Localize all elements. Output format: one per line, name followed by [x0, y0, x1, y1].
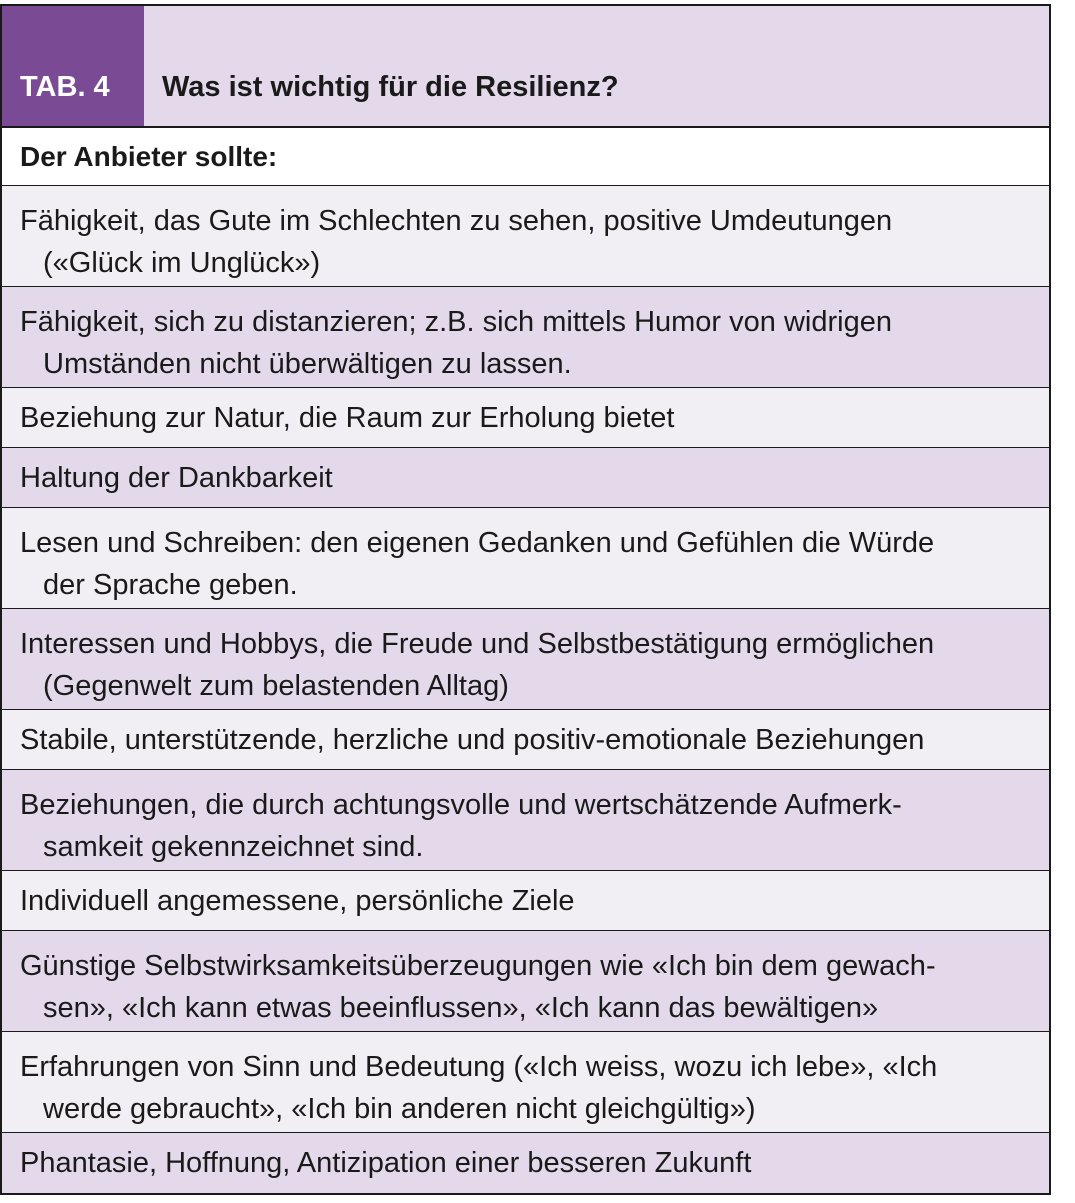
row-text: Günstige Selbstwirksamkeitsüberzeugungen wie «Ich bin dem gewach-	[20, 950, 936, 982]
table-row	[2, 710, 1049, 770]
table-row	[2, 770, 1049, 871]
row-text: Umständen nicht überwältigen zu lassen.	[43, 348, 572, 380]
table-body	[2, 186, 1049, 1193]
table-row	[2, 388, 1049, 448]
row-text: Interessen und Hobbys, die Freude und Selbstbestätigung ermöglichen	[20, 628, 935, 660]
row-text: sen», «Ich kann etwas beeinflussen», «Ich kann das bewältigen»	[43, 992, 879, 1024]
row-text: Lesen und Schreiben: den eigenen Gedanken und Gefühlen die Würde	[20, 527, 935, 559]
row-text: der Sprache geben.	[43, 569, 298, 601]
row-text: Fähigkeit, sich zu distanzieren; z.B. sich mittels Humor von widrigen	[20, 306, 892, 338]
table-row	[2, 1032, 1049, 1133]
row-text: samkeit gekennzeichnet sind.	[43, 831, 424, 863]
row-text: Phantasie, Hoffnung, Antizipation einer besseren Zukunft	[20, 1147, 752, 1179]
table-number-label: TAB. 4	[2, 6, 144, 126]
row-text: Beziehungen, die durch achtungsvolle und wertschätzende Aufmerk-	[20, 789, 902, 821]
row-text: Beziehung zur Natur, die Raum zur Erholung bietet	[20, 402, 675, 434]
row-text: Erfahrungen von Sinn und Bedeutung («Ich weiss, wozu ich lebe», «Ich	[20, 1051, 938, 1083]
row-text: Fähigkeit, das Gute im Schlechten zu sehen, positive Umdeutungen	[20, 205, 893, 237]
table-row	[2, 508, 1049, 609]
table-row	[2, 287, 1049, 388]
table-row	[2, 448, 1049, 508]
row-text: werde gebraucht», «Ich bin anderen nicht gleichgültig»)	[43, 1093, 756, 1125]
row-text: (Gegenwelt zum belastenden Alltag)	[43, 670, 509, 702]
row-text: Stabile, unterstützende, herzliche und positiv-emotionale Beziehungen	[20, 724, 925, 756]
table-row	[2, 871, 1049, 931]
table-row	[2, 186, 1049, 287]
table-row	[2, 1133, 1049, 1193]
table-row	[2, 609, 1049, 710]
row-text: Haltung der Dankbarkeit	[20, 462, 333, 494]
table-row	[2, 931, 1049, 1032]
table-header	[2, 6, 1049, 128]
table-subheader: Der Anbieter sollte:	[2, 128, 1049, 186]
table-title: Was ist wichtig für die Resilienz?	[144, 6, 1049, 126]
resilience-table	[0, 4, 1051, 1195]
row-text: Individuell angemessene, persönliche Ziele	[20, 885, 575, 917]
row-text: («Glück im Unglück»)	[43, 247, 321, 279]
